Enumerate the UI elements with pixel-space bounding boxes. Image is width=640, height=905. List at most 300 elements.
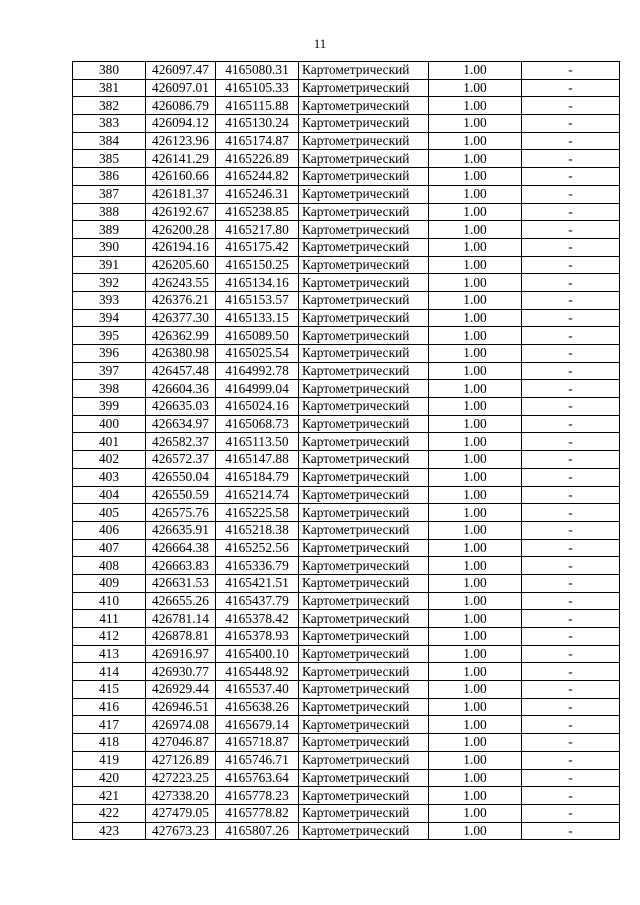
table-body	[73, 62, 620, 840]
method-cell: Картометрический	[299, 274, 429, 292]
accuracy-cell: 1.00	[429, 592, 522, 610]
x-coordinate-cell: 427223.25	[146, 769, 216, 787]
point-number-cell: 385	[73, 150, 146, 168]
y-coordinate-cell: 4165763.64	[216, 769, 299, 787]
x-coordinate-cell: 426550.04	[146, 468, 216, 486]
method-cell: Картометрический	[299, 734, 429, 752]
point-number-cell: 388	[73, 203, 146, 221]
point-number-cell: 393	[73, 291, 146, 309]
table-row	[73, 291, 620, 309]
accuracy-cell: 1.00	[429, 663, 522, 681]
accuracy-cell: 1.00	[429, 238, 522, 256]
point-number-cell: 384	[73, 132, 146, 150]
accuracy-cell: 1.00	[429, 291, 522, 309]
x-coordinate-cell: 426878.81	[146, 628, 216, 646]
y-coordinate-cell: 4165025.54	[216, 345, 299, 363]
accuracy-cell: 1.00	[429, 433, 522, 451]
accuracy-cell: 1.00	[429, 787, 522, 805]
method-cell: Картометрический	[299, 698, 429, 716]
method-cell: Картометрический	[299, 804, 429, 822]
point-number-cell: 391	[73, 256, 146, 274]
table-row	[73, 822, 620, 840]
method-cell: Картометрический	[299, 115, 429, 133]
method-cell: Картометрический	[299, 345, 429, 363]
accuracy-cell: 1.00	[429, 398, 522, 416]
accuracy-cell: 1.00	[429, 769, 522, 787]
method-cell: Картометрический	[299, 238, 429, 256]
point-number-cell: 389	[73, 221, 146, 239]
accuracy-cell: 1.00	[429, 62, 522, 80]
point-number-cell: 416	[73, 698, 146, 716]
accuracy-cell: 1.00	[429, 168, 522, 186]
note-cell: -	[522, 327, 620, 345]
table-row	[73, 79, 620, 97]
table-row	[73, 804, 620, 822]
x-coordinate-cell: 426097.47	[146, 62, 216, 80]
accuracy-cell: 1.00	[429, 539, 522, 557]
y-coordinate-cell: 4165778.23	[216, 787, 299, 805]
point-number-cell: 382	[73, 97, 146, 115]
accuracy-cell: 1.00	[429, 822, 522, 840]
point-number-cell: 407	[73, 539, 146, 557]
coordinates-table	[72, 61, 620, 840]
y-coordinate-cell: 4165252.56	[216, 539, 299, 557]
table-row	[73, 645, 620, 663]
accuracy-cell: 1.00	[429, 451, 522, 469]
point-number-cell: 423	[73, 822, 146, 840]
method-cell: Картометрический	[299, 468, 429, 486]
x-coordinate-cell: 426634.97	[146, 415, 216, 433]
table-row	[73, 309, 620, 327]
accuracy-cell: 1.00	[429, 415, 522, 433]
accuracy-cell: 1.00	[429, 309, 522, 327]
point-number-cell: 400	[73, 415, 146, 433]
y-coordinate-cell: 4165378.93	[216, 628, 299, 646]
point-number-cell: 413	[73, 645, 146, 663]
x-coordinate-cell: 426929.44	[146, 681, 216, 699]
y-coordinate-cell: 4165115.88	[216, 97, 299, 115]
method-cell: Картометрический	[299, 610, 429, 628]
accuracy-cell: 1.00	[429, 97, 522, 115]
method-cell: Картометрический	[299, 62, 429, 80]
x-coordinate-cell: 427338.20	[146, 787, 216, 805]
method-cell: Картометрический	[299, 256, 429, 274]
table-row	[73, 62, 620, 80]
y-coordinate-cell: 4165113.50	[216, 433, 299, 451]
note-cell: -	[522, 521, 620, 539]
method-cell: Картометрический	[299, 168, 429, 186]
x-coordinate-cell: 426575.76	[146, 504, 216, 522]
note-cell: -	[522, 557, 620, 575]
point-number-cell: 406	[73, 521, 146, 539]
table-row	[73, 716, 620, 734]
table-row	[73, 362, 620, 380]
note-cell: -	[522, 663, 620, 681]
accuracy-cell: 1.00	[429, 628, 522, 646]
y-coordinate-cell: 4165807.26	[216, 822, 299, 840]
accuracy-cell: 1.00	[429, 115, 522, 133]
note-cell: -	[522, 504, 620, 522]
y-coordinate-cell: 4165130.24	[216, 115, 299, 133]
accuracy-cell: 1.00	[429, 150, 522, 168]
table-row	[73, 238, 620, 256]
y-coordinate-cell: 4165400.10	[216, 645, 299, 663]
table-row	[73, 592, 620, 610]
table-row	[73, 132, 620, 150]
method-cell: Картометрический	[299, 645, 429, 663]
table-row	[73, 769, 620, 787]
y-coordinate-cell: 4165421.51	[216, 574, 299, 592]
y-coordinate-cell: 4165147.88	[216, 451, 299, 469]
method-cell: Картометрический	[299, 185, 429, 203]
x-coordinate-cell: 426457.48	[146, 362, 216, 380]
point-number-cell: 392	[73, 274, 146, 292]
note-cell: -	[522, 309, 620, 327]
note-cell: -	[522, 238, 620, 256]
table-row	[73, 97, 620, 115]
point-number-cell: 409	[73, 574, 146, 592]
method-cell: Картометрический	[299, 822, 429, 840]
y-coordinate-cell: 4165246.31	[216, 185, 299, 203]
note-cell: -	[522, 203, 620, 221]
method-cell: Картометрический	[299, 486, 429, 504]
accuracy-cell: 1.00	[429, 380, 522, 398]
method-cell: Картометрический	[299, 221, 429, 239]
note-cell: -	[522, 681, 620, 699]
x-coordinate-cell: 426974.08	[146, 716, 216, 734]
point-number-cell: 402	[73, 451, 146, 469]
x-coordinate-cell: 427046.87	[146, 734, 216, 752]
point-number-cell: 421	[73, 787, 146, 805]
note-cell: -	[522, 804, 620, 822]
point-number-cell: 383	[73, 115, 146, 133]
note-cell: -	[522, 345, 620, 363]
accuracy-cell: 1.00	[429, 362, 522, 380]
table-row	[73, 504, 620, 522]
point-number-cell: 422	[73, 804, 146, 822]
y-coordinate-cell: 4165068.73	[216, 415, 299, 433]
note-cell: -	[522, 468, 620, 486]
x-coordinate-cell: 426376.21	[146, 291, 216, 309]
note-cell: -	[522, 185, 620, 203]
y-coordinate-cell: 4165217.80	[216, 221, 299, 239]
method-cell: Картометрический	[299, 309, 429, 327]
point-number-cell: 405	[73, 504, 146, 522]
y-coordinate-cell: 4165746.71	[216, 751, 299, 769]
accuracy-cell: 1.00	[429, 734, 522, 752]
accuracy-cell: 1.00	[429, 751, 522, 769]
x-coordinate-cell: 426200.28	[146, 221, 216, 239]
table-row	[73, 628, 620, 646]
point-number-cell: 398	[73, 380, 146, 398]
x-coordinate-cell: 426631.53	[146, 574, 216, 592]
method-cell: Картометрический	[299, 203, 429, 221]
accuracy-cell: 1.00	[429, 574, 522, 592]
point-number-cell: 399	[73, 398, 146, 416]
table-row	[73, 557, 620, 575]
method-cell: Картометрический	[299, 716, 429, 734]
point-number-cell: 396	[73, 345, 146, 363]
accuracy-cell: 1.00	[429, 345, 522, 363]
accuracy-cell: 1.00	[429, 185, 522, 203]
y-coordinate-cell: 4165175.42	[216, 238, 299, 256]
table-row	[73, 415, 620, 433]
accuracy-cell: 1.00	[429, 132, 522, 150]
x-coordinate-cell: 426550.59	[146, 486, 216, 504]
x-coordinate-cell: 426097.01	[146, 79, 216, 97]
method-cell: Картометрический	[299, 362, 429, 380]
method-cell: Картометрический	[299, 291, 429, 309]
y-coordinate-cell: 4165638.26	[216, 698, 299, 716]
note-cell: -	[522, 787, 620, 805]
table-row	[73, 734, 620, 752]
table-row	[73, 468, 620, 486]
y-coordinate-cell: 4165238.85	[216, 203, 299, 221]
y-coordinate-cell: 4165024.16	[216, 398, 299, 416]
note-cell: -	[522, 751, 620, 769]
x-coordinate-cell: 426160.66	[146, 168, 216, 186]
y-coordinate-cell: 4165226.89	[216, 150, 299, 168]
y-coordinate-cell: 4165778.82	[216, 804, 299, 822]
note-cell: -	[522, 698, 620, 716]
table-row	[73, 433, 620, 451]
note-cell: -	[522, 362, 620, 380]
method-cell: Картометрический	[299, 451, 429, 469]
method-cell: Картометрический	[299, 79, 429, 97]
note-cell: -	[522, 274, 620, 292]
point-number-cell: 394	[73, 309, 146, 327]
x-coordinate-cell: 427673.23	[146, 822, 216, 840]
note-cell: -	[522, 574, 620, 592]
table-row	[73, 681, 620, 699]
note-cell: -	[522, 592, 620, 610]
y-coordinate-cell: 4165225.58	[216, 504, 299, 522]
x-coordinate-cell: 426572.37	[146, 451, 216, 469]
method-cell: Картометрический	[299, 557, 429, 575]
table-row	[73, 115, 620, 133]
note-cell: -	[522, 132, 620, 150]
accuracy-cell: 1.00	[429, 486, 522, 504]
table-row	[73, 539, 620, 557]
y-coordinate-cell: 4165448.92	[216, 663, 299, 681]
x-coordinate-cell: 426916.97	[146, 645, 216, 663]
table-row	[73, 398, 620, 416]
table-row	[73, 256, 620, 274]
accuracy-cell: 1.00	[429, 504, 522, 522]
method-cell: Картометрический	[299, 504, 429, 522]
accuracy-cell: 1.00	[429, 645, 522, 663]
x-coordinate-cell: 426604.36	[146, 380, 216, 398]
point-number-cell: 412	[73, 628, 146, 646]
note-cell: -	[522, 168, 620, 186]
accuracy-cell: 1.00	[429, 203, 522, 221]
x-coordinate-cell: 426362.99	[146, 327, 216, 345]
note-cell: -	[522, 734, 620, 752]
x-coordinate-cell: 427126.89	[146, 751, 216, 769]
y-coordinate-cell: 4165080.31	[216, 62, 299, 80]
method-cell: Картометрический	[299, 574, 429, 592]
x-coordinate-cell: 426181.37	[146, 185, 216, 203]
point-number-cell: 419	[73, 751, 146, 769]
table-row	[73, 698, 620, 716]
y-coordinate-cell: 4165134.16	[216, 274, 299, 292]
x-coordinate-cell: 426377.30	[146, 309, 216, 327]
table-row	[73, 168, 620, 186]
method-cell: Картометрический	[299, 681, 429, 699]
point-number-cell: 418	[73, 734, 146, 752]
table-row	[73, 380, 620, 398]
note-cell: -	[522, 539, 620, 557]
accuracy-cell: 1.00	[429, 804, 522, 822]
page-number: 11	[313, 36, 327, 51]
table-row	[73, 751, 620, 769]
table-row	[73, 185, 620, 203]
method-cell: Картометрический	[299, 327, 429, 345]
point-number-cell: 403	[73, 468, 146, 486]
note-cell: -	[522, 645, 620, 663]
x-coordinate-cell: 426635.91	[146, 521, 216, 539]
method-cell: Картометрический	[299, 663, 429, 681]
accuracy-cell: 1.00	[429, 274, 522, 292]
method-cell: Картометрический	[299, 132, 429, 150]
accuracy-cell: 1.00	[429, 468, 522, 486]
accuracy-cell: 1.00	[429, 256, 522, 274]
note-cell: -	[522, 769, 620, 787]
x-coordinate-cell: 426194.16	[146, 238, 216, 256]
accuracy-cell: 1.00	[429, 698, 522, 716]
table-row	[73, 610, 620, 628]
point-number-cell: 404	[73, 486, 146, 504]
note-cell: -	[522, 221, 620, 239]
y-coordinate-cell: 4165184.79	[216, 468, 299, 486]
x-coordinate-cell: 426582.37	[146, 433, 216, 451]
method-cell: Картометрический	[299, 539, 429, 557]
table-row	[73, 451, 620, 469]
note-cell: -	[522, 150, 620, 168]
method-cell: Картометрический	[299, 398, 429, 416]
method-cell: Картометрический	[299, 751, 429, 769]
note-cell: -	[522, 486, 620, 504]
x-coordinate-cell: 426655.26	[146, 592, 216, 610]
accuracy-cell: 1.00	[429, 557, 522, 575]
point-number-cell: 401	[73, 433, 146, 451]
note-cell: -	[522, 97, 620, 115]
point-number-cell: 415	[73, 681, 146, 699]
point-number-cell: 414	[73, 663, 146, 681]
x-coordinate-cell: 426086.79	[146, 97, 216, 115]
x-coordinate-cell: 426781.14	[146, 610, 216, 628]
accuracy-cell: 1.00	[429, 327, 522, 345]
table-row	[73, 787, 620, 805]
method-cell: Картометрический	[299, 97, 429, 115]
x-coordinate-cell: 426946.51	[146, 698, 216, 716]
method-cell: Картометрический	[299, 592, 429, 610]
y-coordinate-cell: 4165153.57	[216, 291, 299, 309]
x-coordinate-cell: 426243.55	[146, 274, 216, 292]
method-cell: Картометрический	[299, 150, 429, 168]
x-coordinate-cell: 426635.03	[146, 398, 216, 416]
y-coordinate-cell: 4165537.40	[216, 681, 299, 699]
table-row	[73, 574, 620, 592]
note-cell: -	[522, 79, 620, 97]
x-coordinate-cell: 426094.12	[146, 115, 216, 133]
y-coordinate-cell: 4165336.79	[216, 557, 299, 575]
table-row	[73, 327, 620, 345]
y-coordinate-cell: 4165218.38	[216, 521, 299, 539]
note-cell: -	[522, 822, 620, 840]
table-row	[73, 486, 620, 504]
note-cell: -	[522, 398, 620, 416]
y-coordinate-cell: 4165244.82	[216, 168, 299, 186]
x-coordinate-cell: 426380.98	[146, 345, 216, 363]
table-row	[73, 150, 620, 168]
point-number-cell: 408	[73, 557, 146, 575]
y-coordinate-cell: 4165214.74	[216, 486, 299, 504]
point-number-cell: 395	[73, 327, 146, 345]
method-cell: Картометрический	[299, 628, 429, 646]
x-coordinate-cell: 426123.96	[146, 132, 216, 150]
point-number-cell: 386	[73, 168, 146, 186]
x-coordinate-cell: 426930.77	[146, 663, 216, 681]
y-coordinate-cell: 4165174.87	[216, 132, 299, 150]
note-cell: -	[522, 115, 620, 133]
x-coordinate-cell: 426664.38	[146, 539, 216, 557]
accuracy-cell: 1.00	[429, 681, 522, 699]
note-cell: -	[522, 716, 620, 734]
point-number-cell: 397	[73, 362, 146, 380]
x-coordinate-cell: 426663.83	[146, 557, 216, 575]
y-coordinate-cell: 4165437.79	[216, 592, 299, 610]
accuracy-cell: 1.00	[429, 221, 522, 239]
method-cell: Картометрический	[299, 521, 429, 539]
point-number-cell: 380	[73, 62, 146, 80]
point-number-cell: 381	[73, 79, 146, 97]
method-cell: Картометрический	[299, 433, 429, 451]
y-coordinate-cell: 4165378.42	[216, 610, 299, 628]
point-number-cell: 387	[73, 185, 146, 203]
point-number-cell: 420	[73, 769, 146, 787]
accuracy-cell: 1.00	[429, 610, 522, 628]
note-cell: -	[522, 451, 620, 469]
point-number-cell: 411	[73, 610, 146, 628]
table-row	[73, 345, 620, 363]
table-row	[73, 663, 620, 681]
table-row	[73, 221, 620, 239]
table-row	[73, 521, 620, 539]
point-number-cell: 417	[73, 716, 146, 734]
method-cell: Картометрический	[299, 769, 429, 787]
accuracy-cell: 1.00	[429, 521, 522, 539]
table-row	[73, 274, 620, 292]
note-cell: -	[522, 610, 620, 628]
note-cell: -	[522, 415, 620, 433]
table-row	[73, 203, 620, 221]
note-cell: -	[522, 256, 620, 274]
y-coordinate-cell: 4165105.33	[216, 79, 299, 97]
note-cell: -	[522, 62, 620, 80]
method-cell: Картометрический	[299, 787, 429, 805]
accuracy-cell: 1.00	[429, 716, 522, 734]
x-coordinate-cell: 426192.67	[146, 203, 216, 221]
x-coordinate-cell: 426141.29	[146, 150, 216, 168]
y-coordinate-cell: 4165133.15	[216, 309, 299, 327]
note-cell: -	[522, 380, 620, 398]
y-coordinate-cell: 4165718.87	[216, 734, 299, 752]
x-coordinate-cell: 427479.05	[146, 804, 216, 822]
accuracy-cell: 1.00	[429, 79, 522, 97]
x-coordinate-cell: 426205.60	[146, 256, 216, 274]
point-number-cell: 390	[73, 238, 146, 256]
